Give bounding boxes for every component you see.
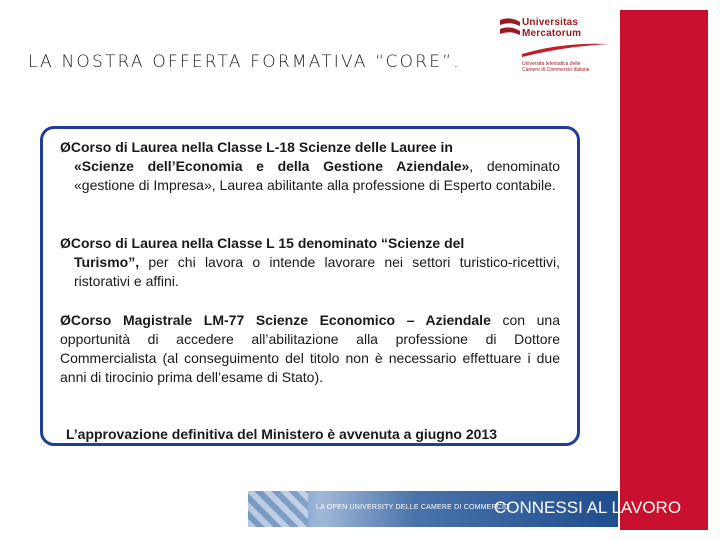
- logo-line-1: Universitas: [522, 17, 579, 28]
- bullet-l15: [60, 234, 560, 291]
- bullet-text: , denominato «gestione di Impresa», Laurea abilitante alla professione di Esperto contabile.: [74, 158, 560, 193]
- approval-note: L’approvazione definitiva del Ministero è avvenuta a giugno 2013: [66, 426, 497, 442]
- bullet-bold-lead: Corso di Laurea nella Classe L-18 Scienze delle Lauree in: [70, 139, 453, 155]
- bullet-l18: [60, 138, 560, 195]
- bullet-bold-lead: Corso di Laurea nella Classe L 15 denominato “Scienze del: [70, 235, 465, 251]
- banner-big-text: CONNESSI AL LAVORO: [494, 498, 682, 517]
- logo-swoosh-icon: [522, 40, 612, 58]
- logo-line-2: Mercatorum: [522, 28, 582, 39]
- connessi-al-lavoro-banner: [248, 491, 682, 527]
- logo-subtitle-2: Camere di Commercio Italiane: [522, 67, 590, 73]
- arrow-bullet-icon: Ø: [60, 235, 71, 251]
- bullet-bold-lead: Corso Magistrale LM-77 Scienze Economico – Aziendale: [70, 312, 491, 328]
- puzzle-pattern-icon: [248, 491, 308, 527]
- bullet-text: con una opportunità di accedere all’abilitazione alla professione di Dottore Commercialista (al conseguimento del titolo non è necessario effettuare i due anni di tirocinio prima dell’esame di Stato).: [60, 312, 560, 385]
- university-logo: [498, 14, 616, 80]
- red-side-band: [620, 10, 708, 530]
- bullet-lm77: [60, 311, 560, 387]
- bullet-text: per chi lavora o intende lavorare nei settori turistico-ricettivi, ristorativi e affini.: [74, 254, 560, 289]
- arrow-bullet-icon: Ø: [60, 312, 71, 328]
- arrow-bullet-icon: Ø: [60, 139, 71, 155]
- page-title: LA NOSTRA OFFERTA FORMATIVA “CORE”.: [28, 52, 461, 72]
- banner-small-text: LA OPEN UNIVERSITY DELLE CAMERE DI COMMERCIO: [316, 504, 510, 511]
- bullet-bold-course: «Scienze dell’Economia e della Gestione Aziendale»: [74, 158, 470, 174]
- logo-mark-icon: [498, 16, 522, 44]
- logo-subtitle-1: Università telematica delle: [522, 61, 581, 67]
- bullet-bold-course: Turismo”,: [74, 254, 140, 270]
